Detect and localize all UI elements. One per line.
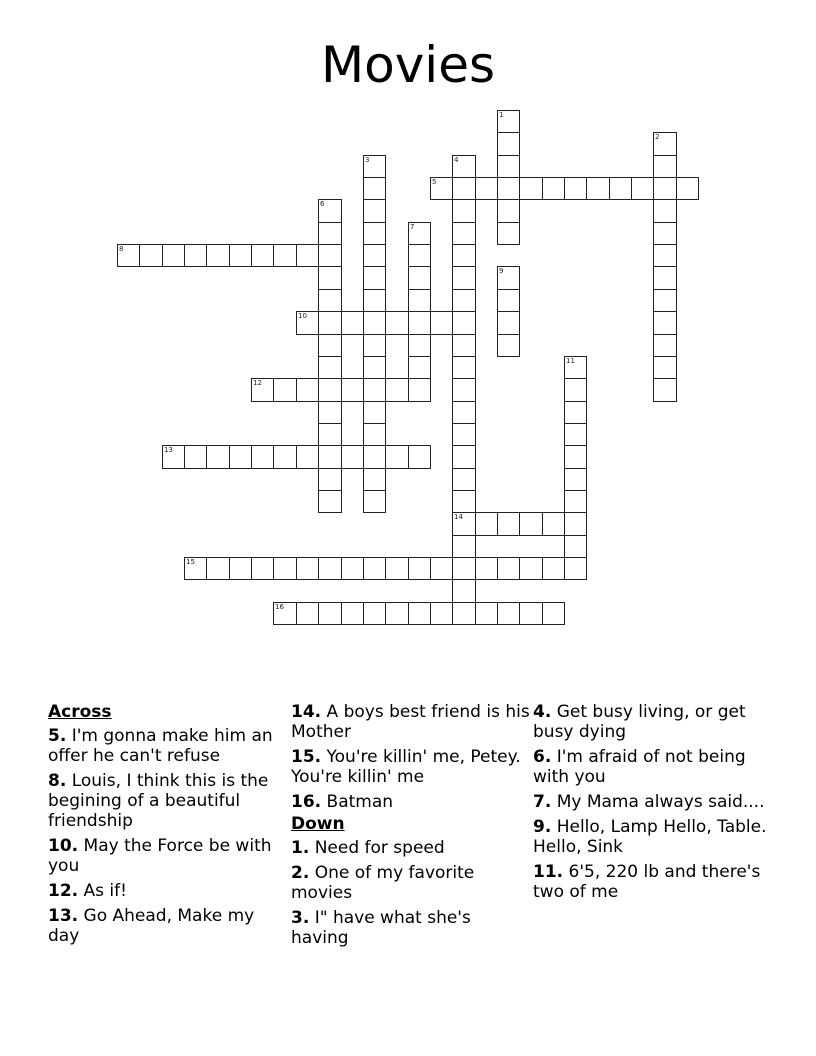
puzzle-title: Movies: [320, 36, 496, 94]
grid-cell[interactable]: [385, 602, 409, 625]
grid-cell[interactable]: [452, 557, 476, 580]
grid-cell[interactable]: [408, 356, 431, 379]
grid-cell[interactable]: [363, 222, 386, 245]
grid-cell[interactable]: [408, 311, 431, 335]
grid-cell[interactable]: [497, 512, 520, 536]
grid-cell[interactable]: [363, 244, 386, 267]
grid-cell[interactable]: [184, 557, 207, 580]
clue-number: 4: [454, 156, 459, 164]
grid-cell[interactable]: [229, 557, 252, 580]
clue-down-11: 11. 6'5, 220 lb and there's two of me: [533, 862, 761, 902]
grid-cell[interactable]: [363, 423, 386, 446]
grid-cell[interactable]: [653, 177, 677, 200]
grid-cell[interactable]: [676, 177, 699, 200]
grid-cell[interactable]: [430, 602, 453, 625]
clue-number: 7: [410, 223, 415, 231]
grid-cell[interactable]: [475, 512, 498, 536]
grid-cell[interactable]: [653, 244, 677, 267]
grid-cell[interactable]: [408, 289, 431, 312]
grid-cell[interactable]: [452, 244, 476, 267]
grid-cell[interactable]: [564, 177, 587, 200]
grid-cell[interactable]: [497, 222, 520, 245]
grid-cell[interactable]: [452, 401, 476, 424]
grid-cell[interactable]: [273, 378, 297, 402]
grid-cell[interactable]: [296, 445, 319, 469]
grid-cell[interactable]: [452, 579, 476, 603]
grid-cell[interactable]: [251, 557, 274, 580]
grid-cell[interactable]: [229, 244, 252, 267]
grid-cell[interactable]: [564, 423, 587, 446]
grid-cell[interactable]: [497, 132, 520, 156]
grid-cell[interactable]: [318, 289, 342, 312]
grid-cell[interactable]: [296, 244, 319, 267]
grid-cell[interactable]: [497, 311, 520, 335]
grid-cell[interactable]: [296, 557, 319, 580]
grid-cell[interactable]: [273, 557, 297, 580]
grid-cell[interactable]: [318, 423, 342, 446]
grid-cell[interactable]: [408, 602, 431, 625]
grid-cell[interactable]: [430, 311, 453, 335]
grid-cell[interactable]: [408, 445, 431, 469]
clue-down-9: 9. Hello, Lamp Hello, Table. Hello, Sink: [533, 817, 767, 857]
grid-cell[interactable]: [586, 177, 610, 200]
grid-cell[interactable]: [318, 557, 342, 580]
grid-cell[interactable]: [139, 244, 163, 267]
clue-down-4: 4. Get busy living, or get busy dying: [533, 702, 746, 742]
grid-cell[interactable]: [564, 512, 587, 536]
grid-cell[interactable]: [452, 535, 476, 558]
grid-cell[interactable]: [363, 289, 386, 312]
clue-number: 12: [253, 379, 262, 387]
clue-number: 16: [275, 603, 284, 611]
clue-number: 15: [186, 558, 195, 566]
grid-cell[interactable]: [318, 266, 342, 290]
clue-across-13: 13. Go Ahead, Make my day: [48, 906, 255, 946]
grid-cell[interactable]: [542, 602, 565, 625]
clue-down-7: 7. My Mama always said....: [533, 792, 765, 812]
clues-column-1: [48, 702, 288, 951]
clue-number: 3: [365, 156, 370, 164]
clue-across-10: 10. May the Force be with you: [48, 836, 272, 876]
grid-cell[interactable]: [184, 445, 207, 469]
grid-cell[interactable]: [452, 311, 476, 335]
grid-cell[interactable]: [341, 602, 364, 625]
grid-cell[interactable]: [475, 602, 498, 625]
grid-cell[interactable]: [363, 401, 386, 424]
clue-number: 1: [499, 111, 504, 119]
grid-cell[interactable]: [430, 557, 453, 580]
clue-down-2: 2. One of my favorite movies: [291, 863, 475, 903]
grid-cell[interactable]: [519, 557, 543, 580]
grid-cell[interactable]: [273, 602, 297, 625]
grid-cell[interactable]: [609, 177, 632, 200]
grid-cell[interactable]: [631, 177, 654, 200]
clue-number: 11: [566, 357, 575, 365]
clue-number: 10: [298, 312, 307, 320]
grid-cell[interactable]: [296, 378, 319, 402]
grid-cell[interactable]: [363, 468, 386, 491]
grid-cell[interactable]: [296, 602, 319, 625]
grid-cell[interactable]: [497, 289, 520, 312]
grid-cell[interactable]: [251, 244, 274, 267]
grid-cell[interactable]: [318, 334, 342, 357]
grid-cell[interactable]: [653, 289, 677, 312]
grid-cell[interactable]: [408, 222, 431, 245]
grid-cell[interactable]: [653, 356, 677, 379]
grid-cell[interactable]: [206, 244, 230, 267]
grid-cell[interactable]: [519, 602, 543, 625]
grid-cell[interactable]: [497, 199, 520, 223]
grid-cell[interactable]: [162, 244, 185, 267]
grid-cell[interactable]: [452, 445, 476, 469]
grid-cell[interactable]: [363, 311, 386, 335]
clue-down-1: 1. Need for speed: [291, 838, 445, 858]
clues-column-2: [291, 702, 531, 953]
grid-cell[interactable]: [452, 155, 476, 178]
grid-cell[interactable]: [408, 334, 431, 357]
grid-cell[interactable]: [452, 602, 476, 625]
grid-cell[interactable]: [408, 378, 431, 402]
grid-cell[interactable]: [497, 155, 520, 178]
grid-cell[interactable]: [251, 445, 274, 469]
grid-cell[interactable]: [497, 177, 520, 200]
grid-cell[interactable]: [318, 602, 342, 625]
grid-cell[interactable]: [653, 199, 677, 223]
grid-cell[interactable]: [497, 266, 520, 290]
grid-cell[interactable]: [341, 557, 364, 580]
grid-cell[interactable]: [206, 445, 230, 469]
clues-column-3: [533, 702, 773, 907]
grid-cell[interactable]: [542, 512, 565, 536]
grid-cell[interactable]: [452, 177, 476, 200]
grid-cell[interactable]: [452, 378, 476, 402]
grid-cell[interactable]: [341, 378, 364, 402]
grid-cell[interactable]: [653, 311, 677, 335]
grid-cell[interactable]: [273, 445, 297, 469]
grid-cell[interactable]: [318, 401, 342, 424]
grid-cell[interactable]: [341, 445, 364, 469]
grid-cell[interactable]: [653, 378, 677, 402]
grid-cell[interactable]: [497, 334, 520, 357]
grid-cell[interactable]: [653, 334, 677, 357]
clue-down-6: 6. I'm afraid of not being with you: [533, 747, 746, 787]
grid-cell[interactable]: [542, 177, 565, 200]
grid-cell[interactable]: [318, 199, 342, 223]
grid-cell[interactable]: [318, 468, 342, 491]
clue-across-14: 14. A boys best friend is his Mother: [291, 702, 530, 742]
grid-cell[interactable]: [206, 557, 230, 580]
grid-cell[interactable]: [564, 401, 587, 424]
grid-cell[interactable]: [318, 244, 342, 267]
grid-cell[interactable]: [363, 602, 386, 625]
grid-cell[interactable]: [184, 244, 207, 267]
grid-cell[interactable]: [452, 490, 476, 513]
grid-cell[interactable]: [385, 445, 409, 469]
grid-cell[interactable]: [273, 244, 297, 267]
grid-cell[interactable]: [408, 557, 431, 580]
grid-cell[interactable]: [363, 445, 386, 469]
grid-cell[interactable]: [117, 244, 140, 267]
clue-across-16: 16. Batman: [291, 792, 394, 812]
grid-cell[interactable]: [408, 266, 431, 290]
grid-cell[interactable]: [653, 132, 677, 156]
grid-cell[interactable]: [318, 490, 342, 513]
grid-cell[interactable]: [363, 557, 386, 580]
grid-cell[interactable]: [318, 222, 342, 245]
grid-cell[interactable]: [296, 311, 319, 335]
grid-cell[interactable]: [385, 557, 409, 580]
clue-across-12: 12. As if!: [48, 881, 127, 901]
grid-cell[interactable]: [452, 222, 476, 245]
clue-number: 14: [454, 513, 463, 521]
grid-cell[interactable]: [497, 110, 520, 133]
down-heading: Down: [291, 814, 345, 834]
grid-cell[interactable]: [653, 222, 677, 245]
clue-number: 6: [320, 200, 325, 208]
grid-cell[interactable]: [564, 468, 587, 491]
grid-cell[interactable]: [363, 490, 386, 513]
grid-cell[interactable]: [452, 334, 476, 357]
grid-cell[interactable]: [385, 378, 409, 402]
grid-cell[interactable]: [363, 356, 386, 379]
grid-cell[interactable]: [452, 468, 476, 491]
grid-cell[interactable]: [363, 199, 386, 223]
grid-cell[interactable]: [363, 378, 386, 402]
grid-cell[interactable]: [452, 199, 476, 223]
grid-cell[interactable]: [363, 177, 386, 200]
grid-cell[interactable]: [519, 512, 543, 536]
grid-cell[interactable]: [475, 177, 498, 200]
grid-cell[interactable]: [363, 155, 386, 178]
grid-cell[interactable]: [363, 334, 386, 357]
grid-cell[interactable]: [497, 557, 520, 580]
clue-number: 9: [499, 267, 504, 275]
grid-cell[interactable]: [564, 490, 587, 513]
clue-number: 5: [432, 178, 437, 186]
grid-cell[interactable]: [564, 535, 587, 558]
grid-cell[interactable]: [475, 557, 498, 580]
grid-cell[interactable]: [564, 445, 587, 469]
grid-cell[interactable]: [564, 378, 587, 402]
clue-number: 13: [164, 446, 173, 454]
grid-cell[interactable]: [162, 445, 185, 469]
clue-down-3: 3. I" have what she's having: [291, 908, 471, 948]
grid-cell[interactable]: [318, 356, 342, 379]
grid-cell[interactable]: [251, 378, 274, 402]
grid-cell[interactable]: [229, 445, 252, 469]
clue-across-5: 5. I'm gonna make him an offer he can't refuse: [48, 726, 273, 766]
clue-across-15: 15. You're killin' me, Petey. You're killin' me: [291, 747, 521, 787]
grid-cell[interactable]: [564, 557, 587, 580]
grid-cell[interactable]: [385, 311, 409, 335]
grid-cell[interactable]: [408, 244, 431, 267]
grid-cell[interactable]: [452, 289, 476, 312]
grid-cell[interactable]: [318, 311, 342, 335]
grid-cell[interactable]: [341, 311, 364, 335]
across-heading: Across: [48, 702, 112, 722]
grid-cell[interactable]: [452, 266, 476, 290]
grid-cell[interactable]: [452, 356, 476, 379]
grid-cell[interactable]: [653, 155, 677, 178]
clue-across-8: 8. Louis, I think this is the begining of a beautiful friendship: [48, 771, 269, 831]
grid-cell[interactable]: [318, 445, 342, 469]
grid-cell[interactable]: [497, 602, 520, 625]
grid-cell[interactable]: [519, 177, 543, 200]
grid-cell[interactable]: [564, 356, 587, 379]
grid-cell[interactable]: [318, 378, 342, 402]
clue-number: 8: [119, 245, 124, 253]
grid-cell[interactable]: [452, 423, 476, 446]
clue-number: 2: [655, 133, 660, 141]
grid-cell[interactable]: [430, 177, 453, 200]
grid-cell[interactable]: [363, 266, 386, 290]
grid-cell[interactable]: [653, 266, 677, 290]
grid-cell[interactable]: [452, 512, 476, 536]
grid-cell[interactable]: [542, 557, 565, 580]
